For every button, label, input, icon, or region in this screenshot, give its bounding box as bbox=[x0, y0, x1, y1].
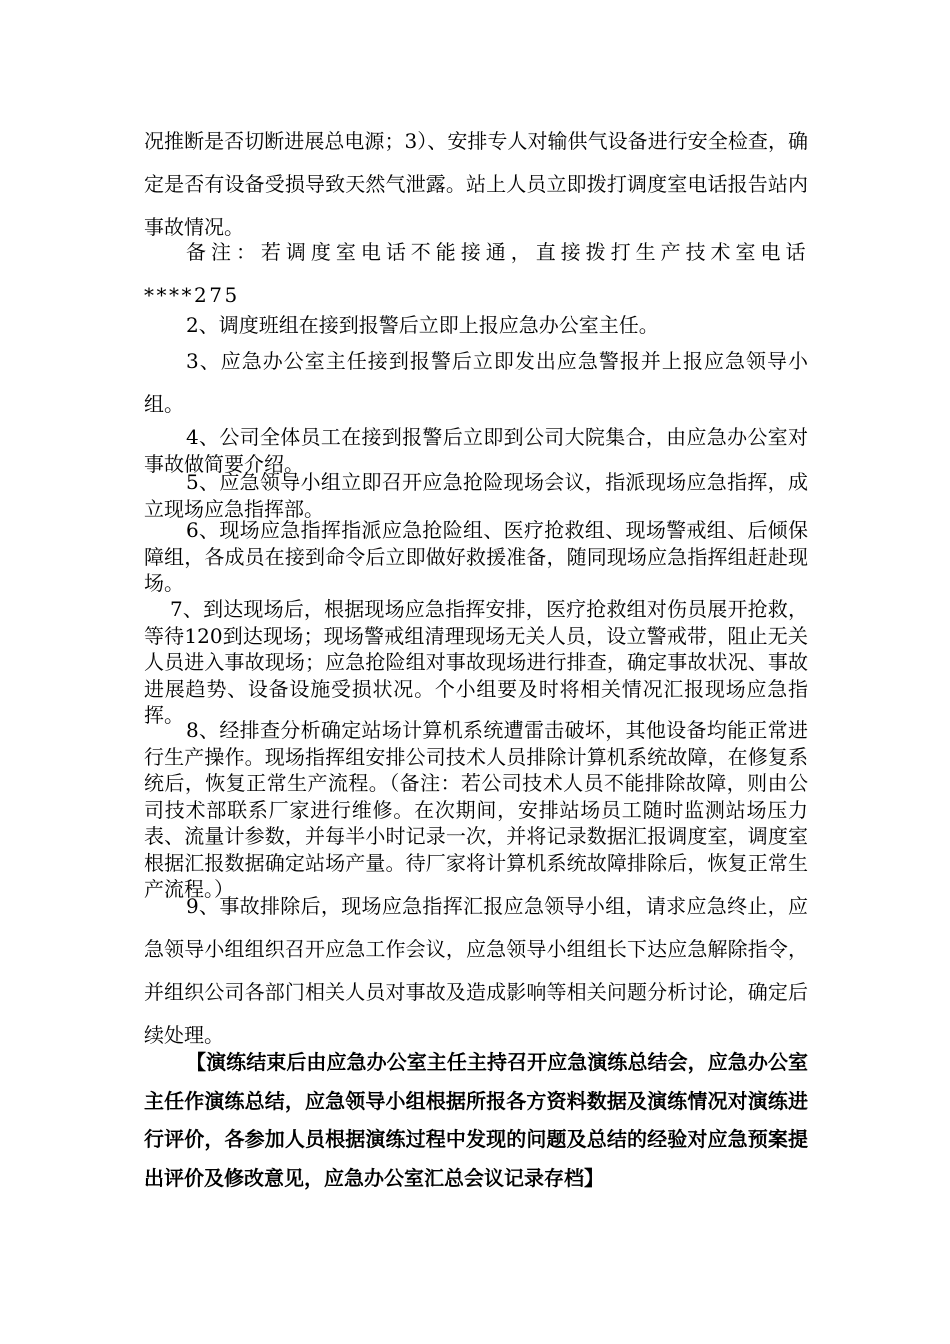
paragraph-step-7: 7、到达现场后，根据现场应急指挥安排，医疗抢救组对伤员展开抢救，等待120到达现场；现场警戒组清理现场无关人员，设立警戒带，阻止无关人员进入事故现场；应急抢险组对事故现场进行排查，确定事故状况、事故进展趋势、设备设施受损状况。个小组要及时将相关情况汇报现场应急指挥。 bbox=[144, 597, 808, 727]
paragraph-step-6: 6、现场应急指挥指派应急抢险组、医疗抢救组、现场警戒组、后倾保障组，各成员在接到命令后立即做好救援准备，随同现场应急指挥组赶赴现场。 bbox=[144, 518, 808, 595]
paragraph-step-2: 2、调度班组在接到报警后立即上报应急办公室主任。 bbox=[186, 313, 659, 337]
paragraph-note-phone: 备注：若调度室电话不能接通，直接拨打生产技术室电话****275 bbox=[144, 240, 808, 307]
paragraph-power-check: 况推断是否切断进展总电源；3）、安排专人对输供气设备进行安全检查，确定是否有设备受损导致天然气泄露。站上人员立即拨打调度室电话报告站内事故情况。 bbox=[144, 129, 808, 239]
paragraph-step-9: 9、事故排除后，现场应急指挥汇报应急领导小组，请求应急终止，应急领导小组组织召开应急工作会议，应急领导小组组长下达应急解除指令，并组织公司各部门相关人员对事故及造成影响等相关问题分析讨论，确定后续处理。 bbox=[144, 894, 808, 1047]
paragraph-step-8: 8、经排查分析确定站场计算机系统遭雷击破坏，其他设备均能正常进行生产操作。现场指挥组安排公司技术人员排除计算机系统故障，在修复系统后，恢复正常生产流程。（备注：若公司技术人员不能排除故障，则由公司技术部联系厂家进行维修。在次期间，安排站场员工随时监测站场压力表、流量计参数，并每半小时记录一次，并将记录数据汇报调度室，调度室根据汇报数据确定站场产量。待厂家将计算机系统故障排除后，恢复正常生产流程。） bbox=[144, 718, 808, 901]
paragraph-step-4: 4、公司全体员工在接到报警后立即到公司大院集合，由应急办公室对事故做简要介绍。 bbox=[144, 425, 808, 476]
paragraph-summary-bold: 【演练结束后由应急办公室主任主持召开应急演练总结会，应急办公室主任作演练总结，应急领导小组根据所报各方资料数据及演练情况对演练进行评价，各参加人员根据演练过程中发现的问题及总结的经验对应急预案提出评价及修改意见，应急办公室汇总会议记录存档】 bbox=[144, 1050, 808, 1190]
paragraph-step-5: 5、应急领导小组立即召开应急抢险现场会议，指派现场应急指挥，成立现场应急指挥部。 bbox=[144, 470, 808, 521]
paragraph-step-3: 3、应急办公室主任接到报警后立即发出应急警报并上报应急领导小组。 bbox=[144, 349, 808, 416]
